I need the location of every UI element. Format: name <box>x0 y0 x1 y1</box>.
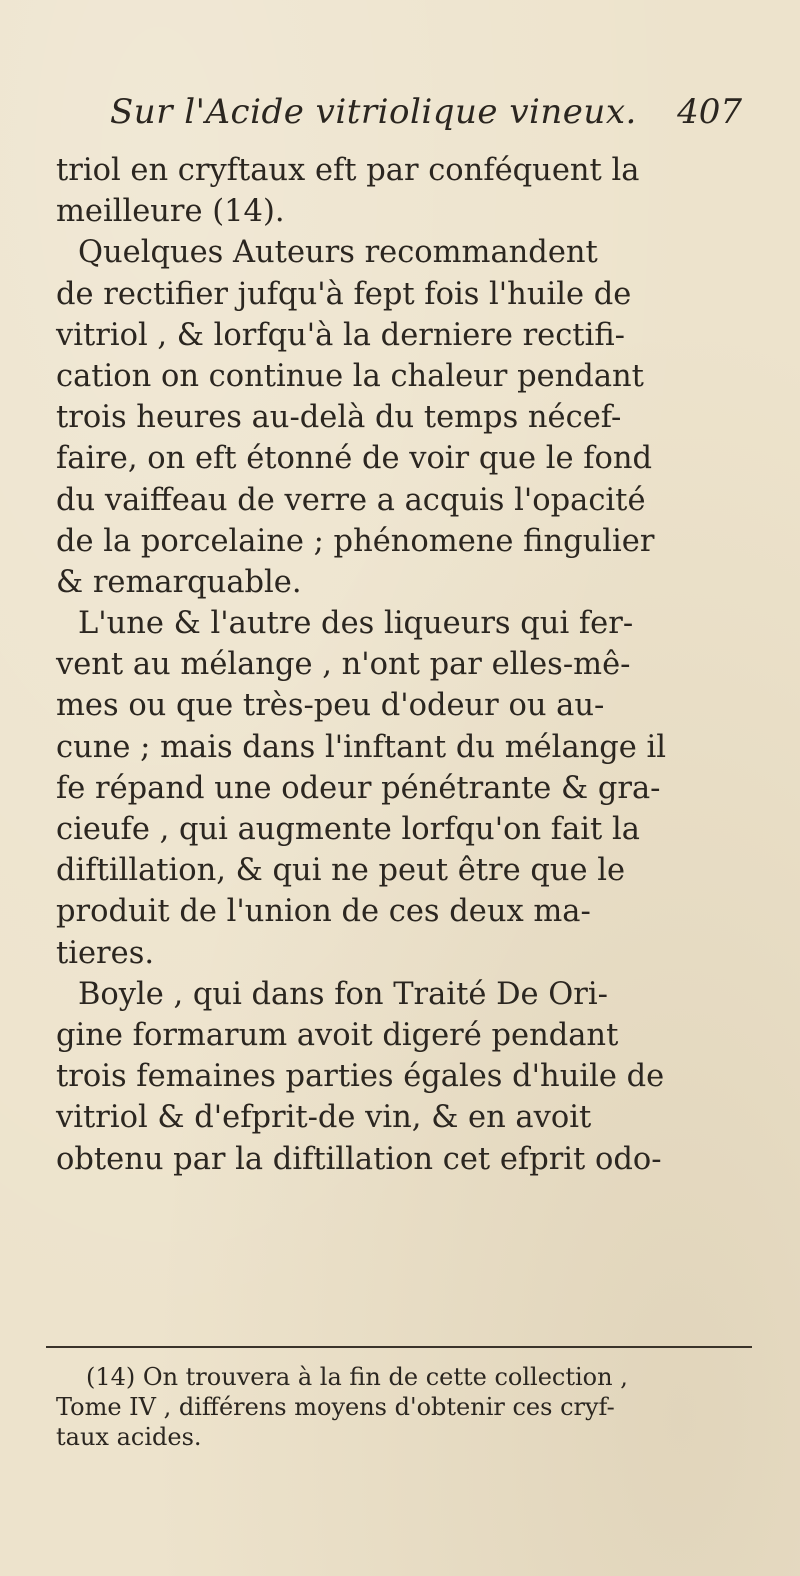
text-line: triol en cryftaux eft par conféquent la <box>56 153 640 188</box>
footnote-line: taux acides. <box>56 1423 202 1451</box>
page-header <box>56 92 746 142</box>
text-line: cune ; mais dans l'inftant du mélange il <box>56 729 667 765</box>
text-line: L'une & l'autre des liqueurs qui fer- <box>78 606 634 642</box>
text-line: trois femaines parties égales d'huile de <box>56 1059 665 1095</box>
text-line: trois heures au-delà du temps nécef- <box>56 400 622 436</box>
text-line: faire, on eft étonné de voir que le fond <box>56 441 653 477</box>
text-line: cation on continue la chaleur pendant <box>56 358 644 394</box>
running-head: Sur l'Acide vitriolique vineux. <box>110 92 637 132</box>
text-line: cieufe , qui augmente lorfqu'on fait la <box>56 812 640 847</box>
text-line: vitriol & d'efprit-de vin, & en avoit <box>56 1100 592 1136</box>
text-line: du vaiffeau de verre a acquis l'opacité <box>56 482 646 518</box>
text-line: gine formarum avoit digeré pendant <box>56 1017 619 1053</box>
text-line: tieres. <box>56 935 155 971</box>
page-number: 407 <box>677 92 742 132</box>
text-line: diftillation, & qui ne peut être que le <box>56 853 626 889</box>
text-line: meilleure (14). <box>56 194 285 230</box>
text-line: Quelques Auteurs recommandent <box>78 235 598 271</box>
text-line: produit de l'union de ces deux ma- <box>56 894 591 930</box>
text-line: obtenu par la diftillation cet efprit odo- <box>56 1141 662 1177</box>
text-line: & remarquable. <box>56 564 302 600</box>
text-line: vitriol , & lorfqu'à la derniere rectifi- <box>56 317 625 353</box>
footnote-line: (14) On trouvera à la fin de cette collection , <box>86 1363 628 1391</box>
text-line: de la porcelaine ; phénomene fingulier <box>56 523 655 559</box>
text-line: Boyle , qui dans fon Traité De Ori- <box>78 976 608 1012</box>
text-line: de rectifier jufqu'à fept fois l'huile de <box>56 276 632 312</box>
body-text <box>56 150 746 1180</box>
footnote-divider <box>46 1346 752 1348</box>
text-line: mes ou que très-peu d'odeur ou au- <box>56 688 605 724</box>
footnote-line: Tome IV , différens moyens d'obtenir ces cryf- <box>56 1393 615 1421</box>
text-line: vent au mélange , n'ont par elles-mê- <box>56 647 631 683</box>
text-line: fe répand une odeur pénétrante & gra- <box>56 770 661 806</box>
footnote <box>56 1362 746 1452</box>
